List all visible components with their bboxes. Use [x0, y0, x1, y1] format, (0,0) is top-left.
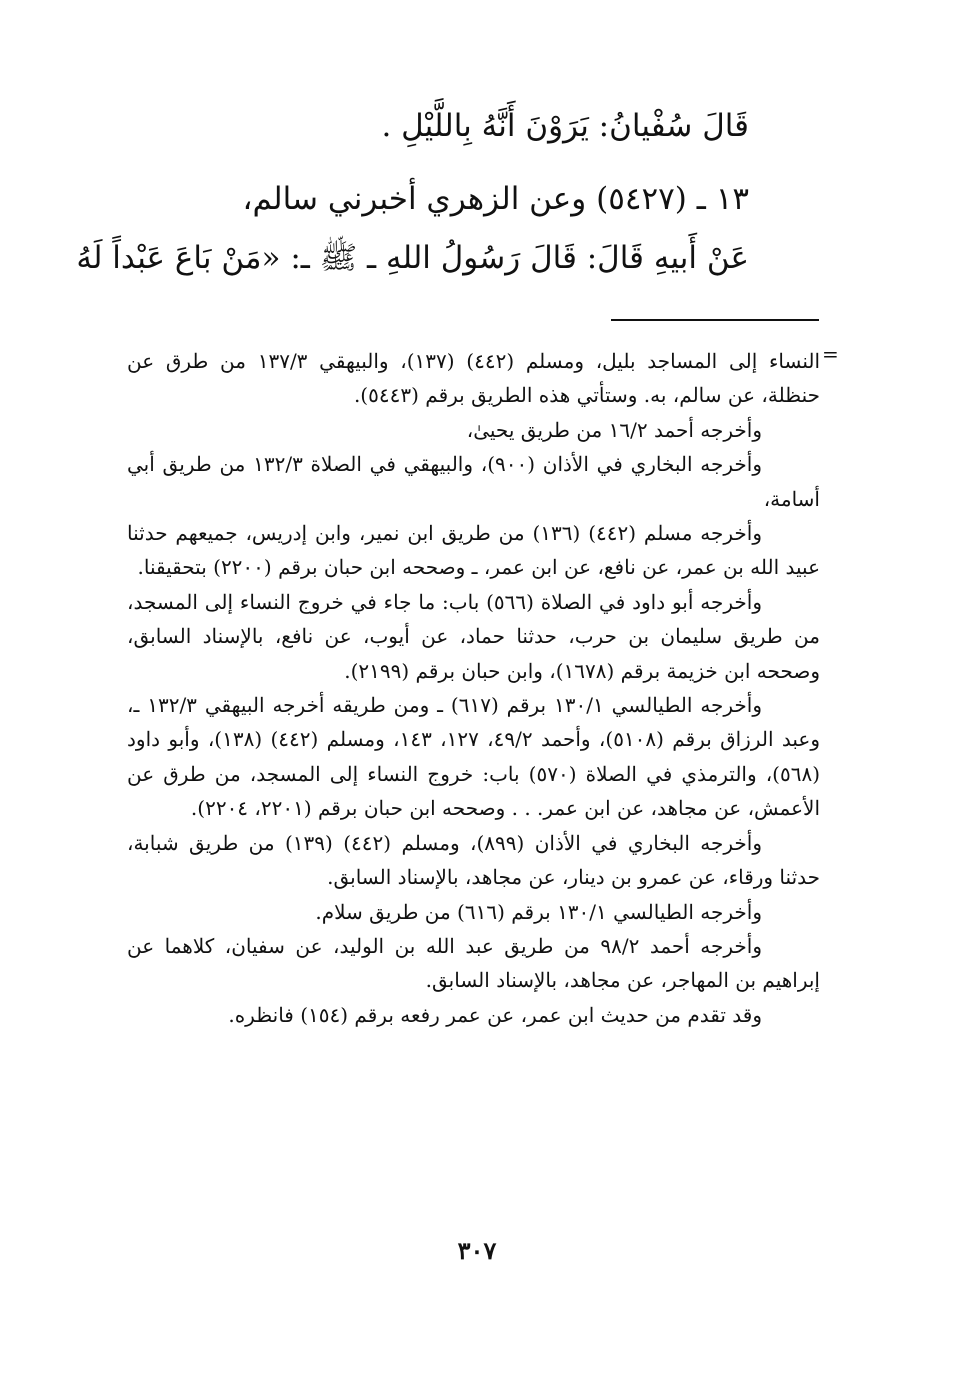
- footnote-paragraph: وأخرجه مسلم (٤٤٢) (١٣٦) من طريق ابن نمير، وابن إدريس، جميعهم حدثنا عبيد الله بن عمر، عن نافع، عن ابن عمر، ـ وصححه ابن حبان برقم (٢٢٠٠) بتحقيقنا.: [127, 521, 820, 580]
- footnote-paragraph: وأخرجه الطيالسي ١٣٠/١ برقم (٦١٧) ـ ومن طريقه أخرجه البيهقي ١٣٢/٣ ـ، وعبد الرزاق برقم (٥١٠٨)، وأحمد ٤٩/٢، ١٢٧، ١٤٣، ومسلم (٤٤٢) (١٣٨)، وأبو داود (٥٦٨)، والترمذي في الصلاة (٥٧٠) باب: خروج النساء إلى المسجد، من طرق عن الأعمش، عن مجاهد، عن ابن عمر. . . وصححه ابن حبان برقم (٢٢٠١، ٢٢٠٤).: [127, 693, 821, 821]
- footnote-paragraph: وأخرجه أبو داود في الصلاة (٥٦٦) باب: ما جاء في خروج النساء إلى المسجد، من طريق سليمان بن حرب، حدثنا حماد، عن أيوب، عن نافع، بالإسناد السابق، وصححه ابن خزيمة برقم (١٦٧٨)، وابن حبان برقم (٢١٩٩).: [127, 589, 820, 683]
- footnote-paragraph: النساء إلى المساجد بليل، ومسلم (٤٤٢) (١٣٧)، والبيهقي ١٣٧/٣ من طرق عن حنظلة، عن سالم، به. وستأتي هذه الطريق برقم (٥٤٤٣).: [127, 349, 821, 408]
- footnote-paragraph: وقد تقدم من حديث ابن عمر، عن عمر رفعه برقم (١٥٤) فانظره.: [228, 1002, 762, 1027]
- main-text-line-3: عَنْ أَبيهِ قَالَ: قَالَ رَسُولُ اللهِ ـ ﷺ ـ: «مَنْ بَاعَ عَبْداً لَهُ: [76, 240, 749, 276]
- page-number: ٣٠٧: [457, 1236, 497, 1265]
- hadith-heading-line: ١٣ ـ (٥٤٢٧) وعن الزهري أخبرني سالم،: [242, 181, 749, 217]
- footnote-paragraph: وأخرجه أحمد ١٦/٢ من طريق يحيىٰ،: [466, 417, 762, 442]
- main-text-line-1: قَالَ سُفْيانُ: يَرَوْنَ أَنَّهُ بِاللَّيْلِ .: [381, 108, 749, 144]
- footnote-paragraph: وأخرجه البخاري في الأذان (٩٠٠)، والبيهقي في الصلاة ١٣٢/٣ من طريق أبي أسامة،: [127, 452, 820, 511]
- footnote-continuation-marker: =: [822, 342, 839, 366]
- footnotes-block: [127, 344, 820, 1032]
- footnote-paragraph: وأخرجه الطيالسي ١٣٠/١ برقم (٦١٦) من طريق سلام.: [315, 899, 762, 924]
- footnote-separator: [611, 319, 819, 321]
- footnote-paragraph: وأخرجه أحمد ٩٨/٢ من طريق عبد الله بن الوليد، عن سفيان، كلاهما عن إبراهيم بن المهاجر، عن مجاهد، بالإسناد السابق.: [127, 933, 820, 993]
- footnote-paragraph: وأخرجه البخاري في الأذان (٨٩٩)، ومسلم (٤٤٢) (١٣٩) من طريق شبابة، حدثنا ورقاء، عن عمرو بن دينار، عن مجاهد، بالإسناد السابق.: [127, 830, 820, 890]
